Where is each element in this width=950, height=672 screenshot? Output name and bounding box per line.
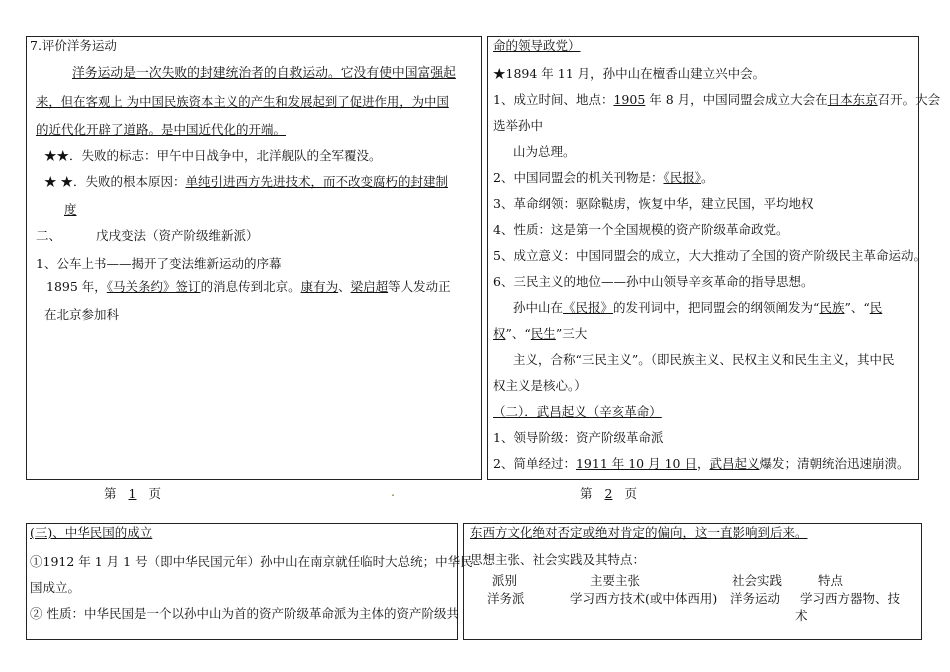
- tr-date-1911: 1911 年 10 月 10 日: [575, 456, 697, 471]
- br-header-features: 特点: [818, 573, 844, 588]
- br-header-practice: 社会实践: [732, 573, 783, 588]
- tr-line7: 4、性质：这是第一个全国规模的资产阶级革命政党。: [493, 222, 789, 237]
- line-1895: [46, 279, 451, 295]
- tr-line4: 山为总理。: [513, 144, 576, 159]
- tr-line6: 3、革命纲领：驱除鞑虏，恢复中华，建立民国，平均地权: [493, 196, 814, 211]
- line-beijing: 在北京参加科: [44, 307, 120, 322]
- tr-minzu: 民族: [819, 300, 845, 315]
- page-left-prefix: 第: [104, 486, 117, 501]
- item-gongche: 1、公车上书——揭开了变法维新运动的序幕: [36, 256, 282, 271]
- br-row1-features: 学习西方器物、技: [800, 591, 901, 606]
- br-line1: 思想主张、社会实践及其特点：: [470, 552, 646, 567]
- tr-outbreak: 爆发；清朝统治迅速崩溃。: [759, 456, 910, 471]
- heading-evaluation: 7.评价洋务运动: [30, 38, 117, 53]
- br-line0: 东西方文化绝对否定或绝对肯定的偏向，这一直影响到后来。: [470, 525, 808, 540]
- tr-tokyo: 日本东京: [827, 92, 878, 107]
- failure-root: [44, 174, 448, 190]
- tr-founding-text: 年 8 月，中国同盟会成立大会在: [645, 92, 828, 107]
- page-left-suffix: 页: [148, 486, 161, 501]
- tr-line11: [493, 326, 587, 342]
- br-header-faction: 派别: [492, 573, 518, 588]
- page-right-prefix: 第: [580, 486, 593, 501]
- tr-founding-label: 1、成立时间、地点：: [493, 92, 614, 107]
- br-row1-practice: 洋务运动: [730, 591, 781, 606]
- tr-line16: [493, 456, 910, 472]
- failure-root-tail: 度: [64, 202, 77, 217]
- para1-line2: 来，但在客观上 为中国民族资本主义的产生和发展起到了促进作用，为中国: [36, 94, 449, 109]
- failure-root-text: 单纯引进西方先进技术，而不改变腐朽的封建制: [185, 174, 448, 189]
- page-right-num: 2: [604, 486, 613, 501]
- tr-line10: [513, 300, 882, 316]
- tr-sun: 孙中山在: [513, 300, 564, 315]
- tr-line12: 主义，合称“三民主义”。（即民族主义、民权主义和民生主义，其中民: [513, 352, 895, 367]
- br-row1-claims: 学习西方技术(或中体西用): [570, 591, 718, 606]
- br-header-claims: 主要主张: [590, 573, 641, 588]
- maguan-treaty: 《马关条约》签订: [106, 279, 201, 294]
- page-number-left: [104, 484, 161, 502]
- tr-line5: [493, 170, 714, 186]
- failure-root-prefix: ★ ★．失败的根本原因：: [44, 174, 186, 189]
- tr-foreword: 的发刊词中，把同盟会的纲领阐发为“: [613, 300, 820, 315]
- tr-line8: 5、成立意义：中国同盟会的成立，大大推动了全国的资产阶级民主革命运动。: [493, 248, 926, 263]
- tr-minbao: 《民报》: [663, 170, 701, 185]
- tr-minbao2: 《民报》: [563, 300, 614, 315]
- br-row1-features-wrap: 术: [795, 608, 808, 623]
- tr-line9: 6、三民主义的地位——孙中山领导辛亥革命的指导思想。: [493, 274, 814, 289]
- bl-line0: (三)、中华民国的成立: [30, 525, 153, 540]
- launch-text: 等人发动正: [388, 279, 451, 294]
- tr-line1: ★1894 年 11 月，孙中山在檀香山建立兴中会。: [493, 66, 766, 81]
- tr-line0: 命的领导政党）: [493, 38, 581, 53]
- tr-q1: ”、“: [844, 300, 870, 315]
- news-text: 的消息传到北京。: [200, 279, 301, 294]
- para1-line1: 洋务运动是一次失败的封建统治者的自救运动。它没有使中国富强起: [72, 66, 456, 81]
- page-left-num: 1: [128, 486, 137, 501]
- page-number-right: [580, 484, 637, 502]
- tr-journal-label: 2、中国同盟会的机关刊物是：: [493, 170, 664, 185]
- section2-num: 二、: [36, 228, 62, 243]
- year-1895: 1895 年，: [46, 279, 107, 294]
- tr-comma: ，: [696, 456, 710, 471]
- tr-process-label: 2、简单经过：: [493, 456, 576, 471]
- tr-line13: 权主义是核心。）: [493, 378, 587, 393]
- tr-period: 。: [700, 170, 714, 185]
- sep: 、: [338, 279, 351, 294]
- para1-line3: 的近代化开辟了道路。是中国近代化的开端。: [36, 122, 287, 137]
- tr-line3: 选举孙中: [493, 118, 544, 133]
- section2-title: 戊戌变法（资产阶级维新派）: [96, 228, 259, 243]
- tr-line2: [493, 92, 940, 108]
- kang-youwei: 康有为: [300, 279, 339, 294]
- bl-line1: ①1912 年 1 月 1 号（即中华民国元年）孙中山在南京就任临时大总统；中华民: [30, 554, 473, 569]
- page-right-suffix: 页: [624, 486, 637, 501]
- failure-sign: ★★．失败的标志：甲午中日战争中，北洋舰队的全军覆没。: [44, 148, 382, 163]
- tr-q2: ”、“: [505, 326, 531, 341]
- tr-wuchang: 武昌起义: [709, 456, 760, 471]
- tr-min: 民: [869, 300, 883, 315]
- tr-convene: 召开。大会: [877, 92, 941, 107]
- tr-minsheng: 民生: [530, 326, 556, 341]
- tr-line15: 1、领导阶级：资产阶级革命派: [493, 430, 664, 445]
- br-row1-faction: 洋务派: [487, 591, 525, 606]
- bl-line2: 国成立。: [30, 580, 81, 595]
- footer-dot: .: [391, 484, 395, 499]
- bl-line3: ② 性质：中华民国是一个以孙中山为首的资产阶级革命派为主体的资产阶级共: [30, 606, 459, 621]
- liang-qichao: 梁启超: [350, 279, 389, 294]
- tr-quan: 权: [493, 326, 506, 341]
- tr-line14: （二）．武昌起义（辛亥革命）: [493, 404, 662, 419]
- tr-year-1905: 1905: [613, 92, 646, 107]
- tr-three: ”三大: [555, 326, 588, 341]
